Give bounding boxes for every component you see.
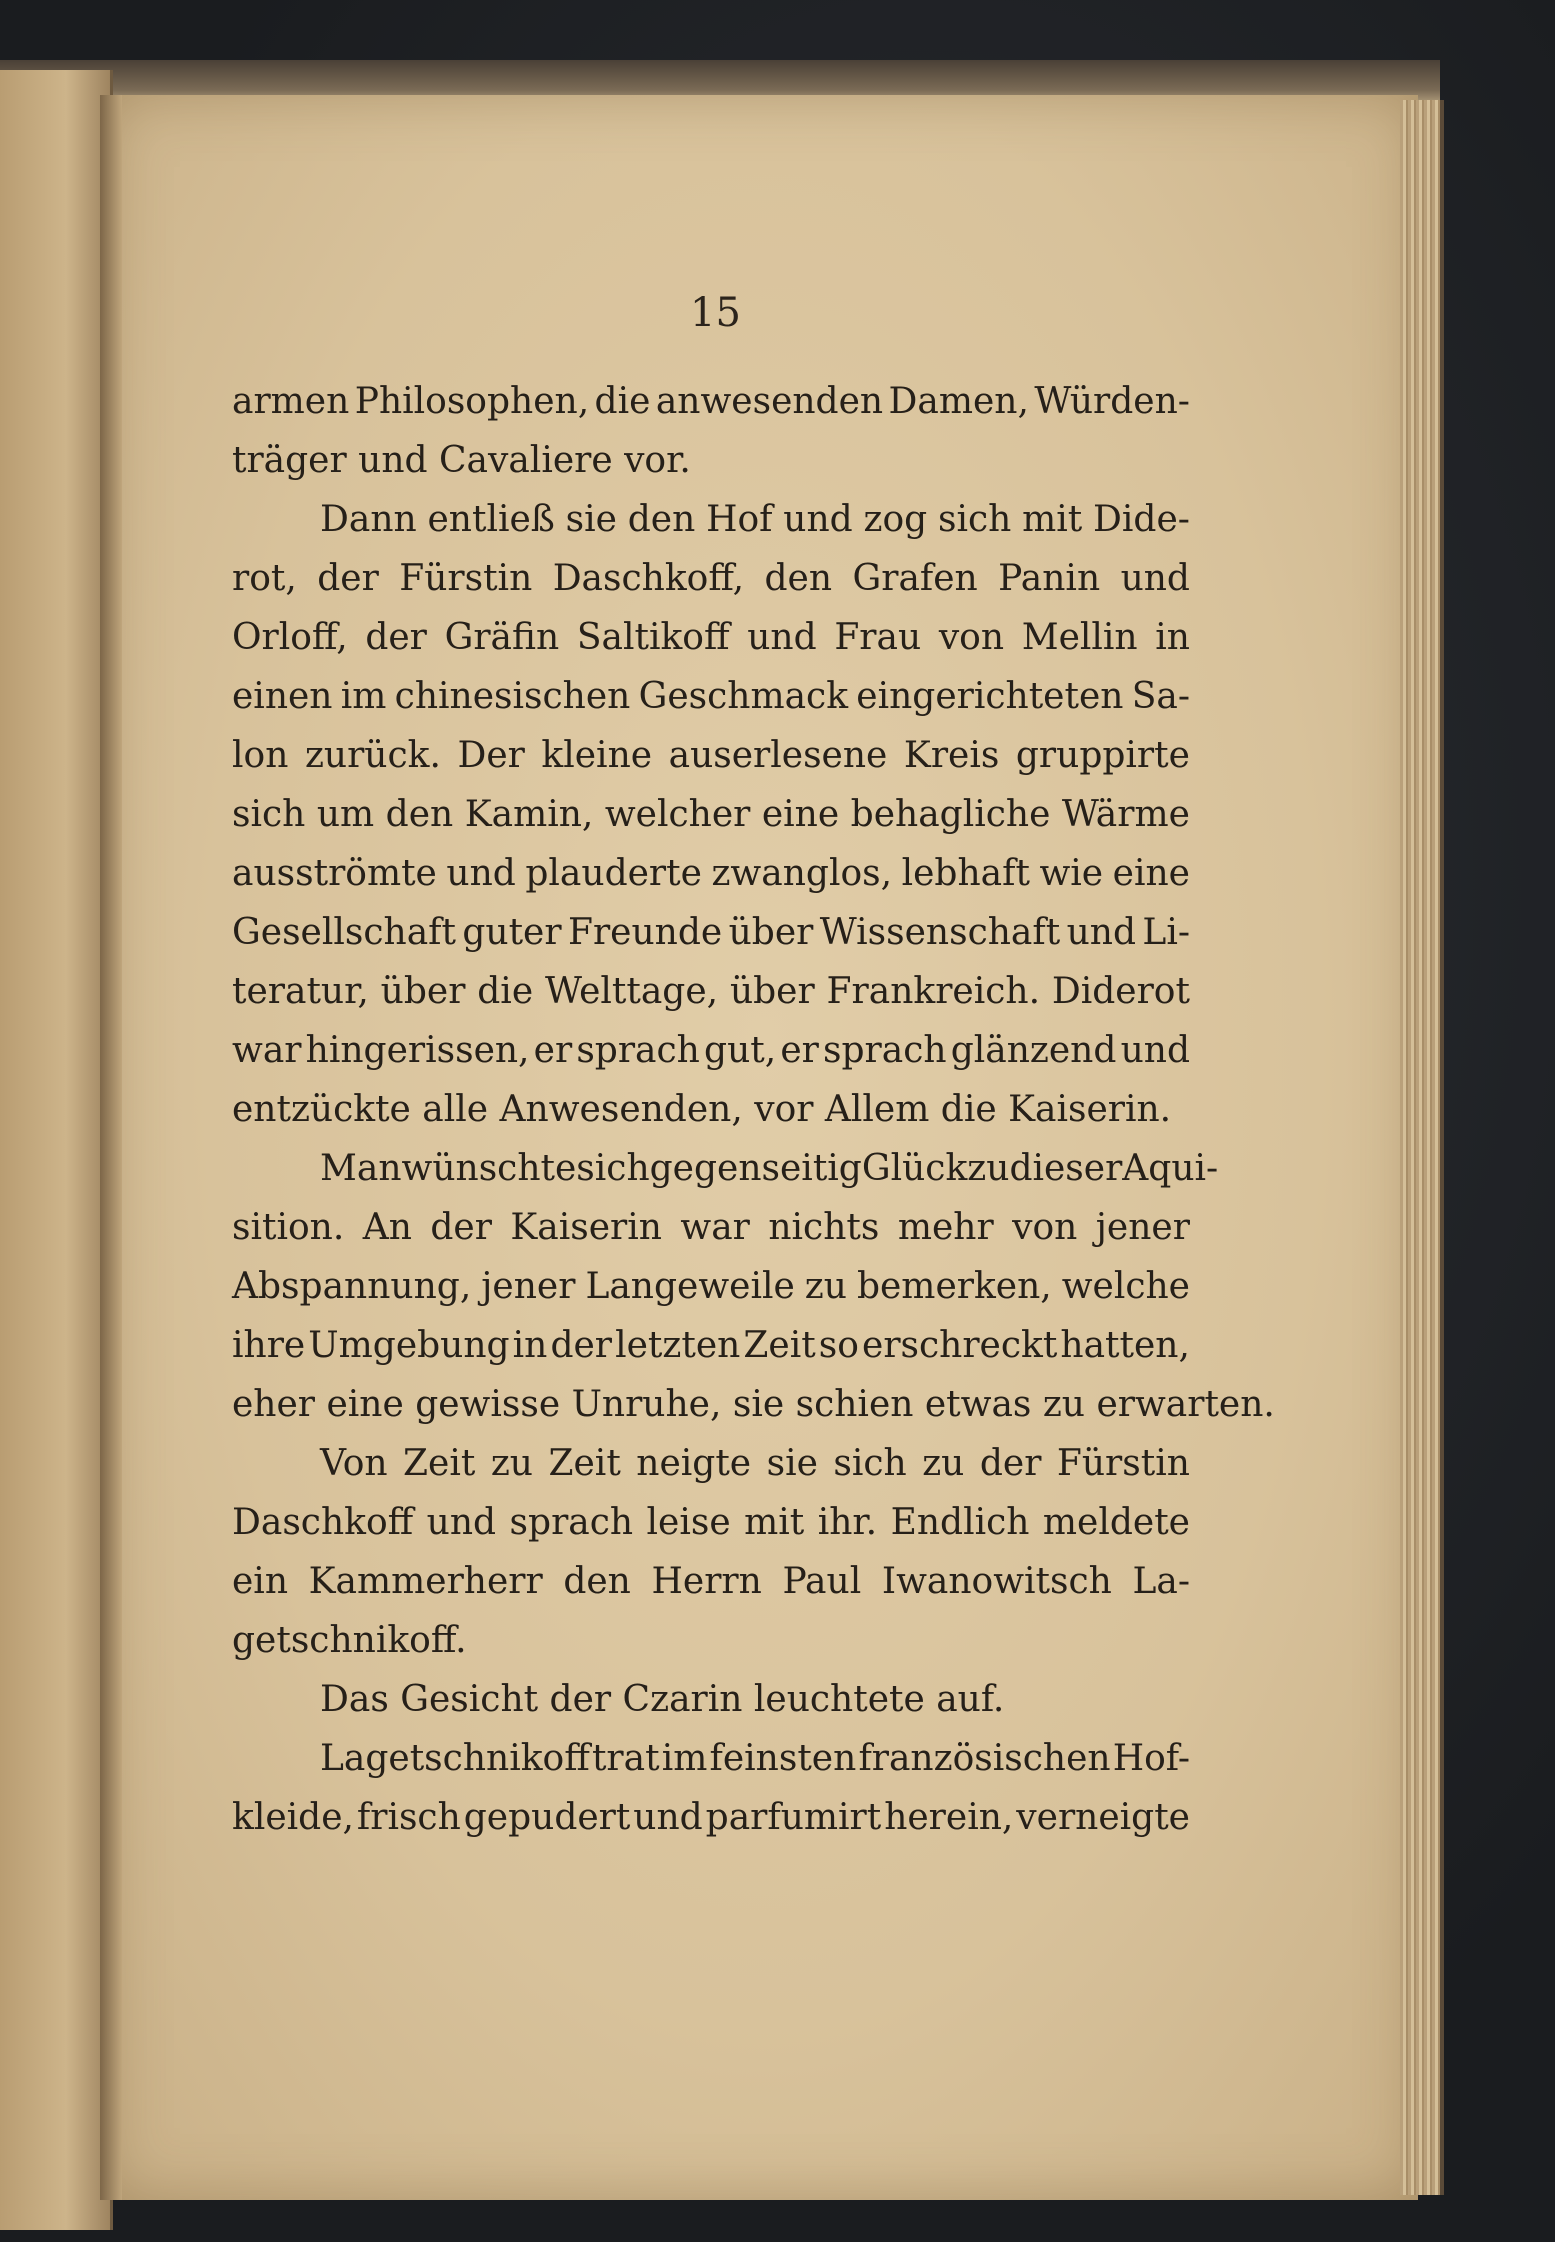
text-line: entzückte alle Anwesenden, vor Allem die Kaiserin. <box>232 1089 1172 1130</box>
text-line: armen Philosophen, die anwesenden Damen, Würden- <box>232 381 1190 422</box>
body-text <box>232 372 1275 1847</box>
text-line: kleide, frisch gepudert und parfumirt herein, verneigte <box>232 1797 1190 1838</box>
page-stack-edge <box>1400 100 1444 2195</box>
text-line: Lagetschnikoff trat im feinsten französischen Hof- <box>320 1738 1190 1779</box>
text-line: träger und Cavaliere vor. <box>232 440 691 481</box>
text-line: Von Zeit zu Zeit neigte sie sich zu der Fürstin <box>320 1443 1190 1484</box>
text-line: getschnikoff. <box>232 1620 467 1661</box>
text-line: war hingerissen, er sprach gut, er sprach glänzend und <box>232 1030 1190 1071</box>
left-page-edge <box>0 70 113 2230</box>
text-line: teratur, über die Welttage, über Frankreich. Diderot <box>232 971 1190 1012</box>
text-line: sition. An der Kaiserin war nichts mehr von jener <box>232 1207 1190 1248</box>
text-line: lon zurück. Der kleine auserlesene Kreis gruppirte <box>232 735 1190 776</box>
text-line: ein Kammerherr den Herrn Paul Iwanowitsch La- <box>232 1561 1190 1602</box>
text-line: Abspannung, jener Langeweile zu bemerken, welche <box>232 1266 1190 1307</box>
text-line: Dann entließ sie den Hof und zog sich mit Dide- <box>320 499 1190 540</box>
text-line: eher eine gewisse Unruhe, sie schien etwas zu erwarten. <box>232 1384 1275 1425</box>
text-line: Daschkoff und sprach leise mit ihr. Endlich meldete <box>232 1502 1190 1543</box>
text-line: Gesellschaft guter Freunde über Wissenschaft und Li- <box>232 912 1190 953</box>
page-gutter <box>100 95 122 2200</box>
text-line: Orloff, der Gräfin Saltikoff und Frau von Mellin in <box>232 617 1190 658</box>
text-line: Man wünschte sich gegenseitig Glück zu dieser Aqui- <box>320 1148 1219 1189</box>
text-line: ihre Umgebung in der letzten Zeit so erschreckt hatten, <box>232 1325 1190 1366</box>
text-line: Das Gesicht der Czarin leuchtete auf. <box>320 1679 1005 1720</box>
page-number: 15 <box>690 290 741 336</box>
text-line: rot, der Fürstin Daschkoff, den Grafen Panin und <box>232 558 1190 599</box>
text-line: einen im chinesischen Geschmack eingerichteten Sa- <box>232 676 1190 717</box>
text-line: sich um den Kamin, welcher eine behagliche Wärme <box>232 794 1190 835</box>
text-line: ausströmte und plauderte zwanglos, lebhaft wie eine <box>232 853 1190 894</box>
